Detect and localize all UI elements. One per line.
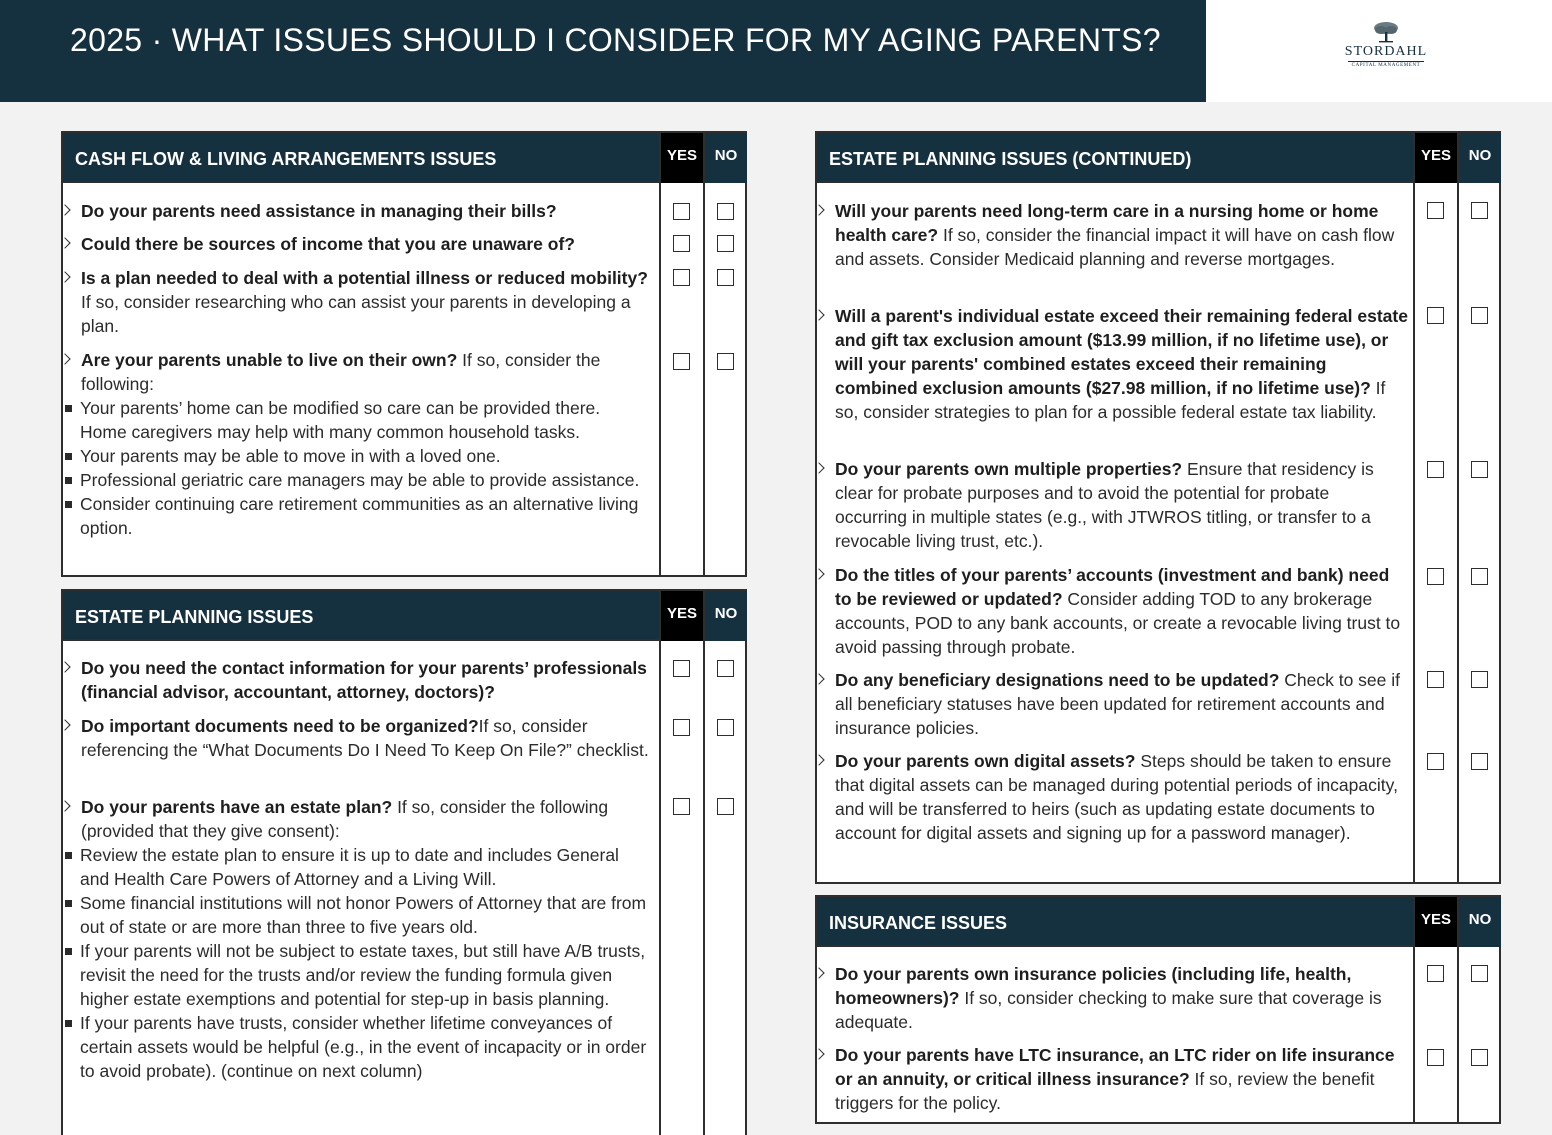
estate-planning-panel [61, 589, 747, 1135]
chevron-right-icon [59, 800, 70, 811]
no-column-header: NO [705, 591, 747, 641]
question-lead: Do any beneficiary designations need to be updated? [835, 670, 1280, 690]
question-detail: If so, consider the financial impact it will have on cash flow and assets. Consider Medicaid planning and reverse mortgages. [835, 225, 1395, 269]
bullet-item: Review the estate plan to ensure it is up to date and includes General and Health Care Powers of Attorney and a Living Will. [65, 843, 651, 891]
question-item [835, 668, 1405, 740]
no-checkbox[interactable] [1471, 671, 1488, 688]
question-detail: If so, consider checking to make sure that coverage is adequate. [835, 988, 1382, 1032]
question-lead: Is a plan needed to deal with a potential illness or reduced mobility? [81, 268, 648, 288]
column-divider [1413, 133, 1415, 882]
yes-checkbox[interactable] [1427, 461, 1444, 478]
no-checkbox[interactable] [1471, 202, 1488, 219]
question-detail: Ensure that residency is clear for probate purposes and to avoid the potential for probate occurring in multiple states (e.g., with JTWROS titling, or transfer to a revocable living trust, etc.). [835, 459, 1374, 551]
question-item [81, 232, 651, 256]
panel-header [817, 897, 1499, 947]
question-item [835, 749, 1405, 845]
question-item [81, 656, 656, 704]
yes-checkbox[interactable] [673, 353, 690, 370]
column-divider [1457, 897, 1459, 1122]
estate-planning-continued-panel [815, 131, 1501, 884]
column-divider [659, 133, 661, 575]
question-item [81, 199, 651, 223]
question-item [81, 795, 651, 1083]
no-column-header: NO [1459, 133, 1501, 183]
no-column-header: NO [705, 133, 747, 183]
question-detail: Check to see if all beneficiary statuses have been updated for retirement accounts and insurance policies. [835, 670, 1401, 738]
question-detail: If so, consider referencing the “What Documents Do I Need To Keep On File?” checklist. [81, 716, 649, 760]
chevron-right-icon [813, 1048, 824, 1059]
bullet-item: Consider continuing care retirement communities as an alternative living option. [65, 492, 651, 540]
bullet-item: If your parents have trusts, consider whether lifetime conveyances of certain assets would be helpful (e.g., in the event of incapacity or in order to avoid probate). (continue on next column) [65, 1011, 651, 1083]
no-checkbox[interactable] [717, 719, 734, 736]
yes-checkbox[interactable] [1427, 568, 1444, 585]
no-checkbox[interactable] [717, 269, 734, 286]
yes-checkbox[interactable] [1427, 671, 1444, 688]
logo-name: STORDAHL [1344, 44, 1428, 59]
chevron-right-icon [59, 237, 70, 248]
question-lead: Do your parents need assistance in managing their bills? [81, 201, 557, 221]
question-item [835, 1043, 1405, 1115]
column-divider [703, 591, 705, 1135]
column-divider [1457, 133, 1459, 882]
question-lead: Do important documents need to be organized? [81, 716, 479, 736]
question-lead: Are your parents unable to live on their own? [81, 350, 458, 370]
yes-checkbox[interactable] [673, 203, 690, 220]
no-checkbox[interactable] [717, 203, 734, 220]
chevron-right-icon [813, 568, 824, 579]
tree-icon [1372, 20, 1400, 44]
question-item [81, 348, 651, 540]
question-lead: Do your parents own insurance policies (including life, health, homeowners)? [835, 964, 1352, 1008]
no-checkbox[interactable] [1471, 568, 1488, 585]
question-item [835, 962, 1409, 1034]
question-detail: Steps should be taken to ensure that digital assets can be managed during potential periods of incapacity, and will be transferred to heirs (such as updating estate documents to account for digital assets and signing up for a password manager). [835, 751, 1398, 843]
yes-checkbox[interactable] [1427, 202, 1444, 219]
header-bar [0, 0, 1206, 102]
yes-checkbox[interactable] [673, 269, 690, 286]
no-checkbox[interactable] [1471, 307, 1488, 324]
question-lead: Do the titles of your parents’ accounts (investment and bank) need to be reviewed or updated? [835, 565, 1390, 609]
question-detail: If so, review the benefit triggers for the policy. [835, 1069, 1375, 1113]
column-divider [659, 591, 661, 1135]
no-checkbox[interactable] [717, 798, 734, 815]
question-lead: Do you need the contact information for your parents’ professionals (financial advisor, accountant, attorney, doctors)? [81, 658, 647, 702]
yes-checkbox[interactable] [1427, 965, 1444, 982]
logo-subtitle: CAPITAL MANAGEMENT [1348, 61, 1424, 68]
yes-checkbox[interactable] [673, 660, 690, 677]
yes-checkbox[interactable] [673, 235, 690, 252]
yes-checkbox[interactable] [673, 798, 690, 815]
yes-checkbox[interactable] [1427, 753, 1444, 770]
question-lead: Do your parents have LTC insurance, an LTC rider on life insurance or an annuity, or critical illness insurance? [835, 1045, 1395, 1089]
insurance-panel [815, 895, 1501, 1124]
chevron-right-icon [813, 673, 824, 684]
yes-column-header: YES [661, 591, 703, 641]
question-detail: If so, consider the following (provided that they give consent): [81, 797, 609, 841]
page-title: 2025 · WHAT ISSUES SHOULD I CONSIDER FOR MY AGING PARENTS? [70, 22, 1161, 58]
column-divider [1413, 897, 1415, 1122]
question-item [835, 563, 1405, 659]
panel-title: ESTATE PLANNING ISSUES (CONTINUED) [829, 149, 1192, 169]
question-item [81, 714, 651, 762]
chevron-right-icon [813, 204, 824, 215]
bullet-item: Your parents may be able to move in with a loved one. [65, 444, 651, 468]
panel-title: CASH FLOW & LIVING ARRANGEMENTS ISSUES [75, 149, 497, 169]
no-checkbox[interactable] [1471, 753, 1488, 770]
question-item [81, 266, 651, 338]
no-checkbox[interactable] [717, 353, 734, 370]
chevron-right-icon [813, 754, 824, 765]
cash-flow-panel [61, 131, 747, 577]
no-checkbox[interactable] [717, 660, 734, 677]
question-detail: If so, consider researching who can assist your parents in developing a plan. [81, 292, 631, 336]
yes-column-header: YES [1415, 897, 1457, 947]
panel-header [63, 591, 745, 641]
panel-header [817, 133, 1499, 183]
no-checkbox[interactable] [1471, 461, 1488, 478]
column-divider [703, 133, 705, 575]
chevron-right-icon [59, 271, 70, 282]
question-detail: Consider adding TOD to any brokerage accounts, POD to any bank accounts, or create a revocable living trust to avoid passing through probate. [835, 589, 1401, 657]
question-detail: If so, consider strategies to plan for a possible federal estate tax liability. [835, 378, 1386, 422]
chevron-right-icon [59, 661, 70, 672]
question-lead: Do your parents own digital assets? [835, 751, 1136, 771]
question-detail: If so, consider the following: [81, 350, 601, 394]
panel-title: ESTATE PLANNING ISSUES [75, 607, 314, 627]
question-item [835, 457, 1405, 553]
question-lead: Will a parent's individual estate exceed their remaining federal estate and gift tax exclusion amount ($13.99 million, if no lifetime use), or will your parents' combined estates exceed their remaining combined exclusion amounts ($27.98 million, if no lifetime use)? [835, 306, 1408, 398]
chevron-right-icon [59, 719, 70, 730]
no-checkbox[interactable] [717, 235, 734, 252]
no-column-header: NO [1459, 897, 1501, 947]
chevron-right-icon [813, 309, 824, 320]
no-checkbox[interactable] [1471, 1049, 1488, 1066]
question-lead: Could there be sources of income that you are unaware of? [81, 234, 575, 254]
yes-checkbox[interactable] [1427, 1049, 1444, 1066]
yes-column-header: YES [661, 133, 703, 183]
bullet-item: Your parents’ home can be modified so care can be provided there. Home caregivers may help with many common household tasks. [65, 396, 651, 444]
yes-checkbox[interactable] [1427, 307, 1444, 324]
no-checkbox[interactable] [1471, 965, 1488, 982]
panel-title: INSURANCE ISSUES [829, 913, 1008, 933]
bullet-item: If your parents will not be subject to estate taxes, but still have A/B trusts, revisit the need for the trusts and/or review the funding formula given higher estate exemptions and potential for step-up in basis planning. [65, 939, 651, 1011]
bullet-item: Some financial institutions will not honor Powers of Attorney that are from out of state or are more than three to five years old. [65, 891, 651, 939]
chevron-right-icon [59, 353, 70, 364]
question-lead: Do your parents own multiple properties? [835, 459, 1183, 479]
bullet-item: Professional geriatric care managers may be able to provide assistance. [65, 468, 651, 492]
logo [1340, 20, 1432, 68]
yes-checkbox[interactable] [673, 719, 690, 736]
question-lead: Will your parents need long-term care in a nursing home or home health care? [835, 201, 1379, 245]
question-lead: Do your parents have an estate plan? [81, 797, 393, 817]
yes-column-header: YES [1415, 133, 1457, 183]
chevron-right-icon [59, 204, 70, 215]
panel-header [63, 133, 745, 183]
question-item [835, 199, 1405, 271]
chevron-right-icon [813, 967, 824, 978]
chevron-right-icon [813, 462, 824, 473]
question-item [835, 304, 1409, 424]
